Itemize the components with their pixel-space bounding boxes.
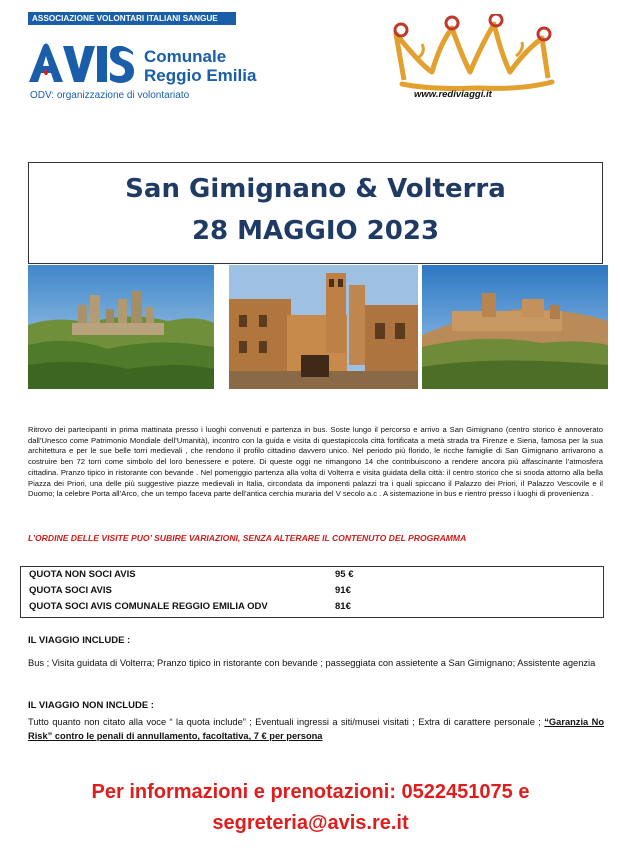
program-description: Ritrovo dei partecipanti in prima mattinata presso i luoghi convenuti e partenza in bus. Soste lungo il percorso e arrivo a San Gimignano (centro storico è annoverato dall’Unesco come Patrimonio Mondiale dell’Umanità), incontro con la guida e visita di questapiccola città fortificata a metà strada tra Firenze e Siena, famosa per la sua architettura e per le sue belle torri medievali , che rendono il profilo cittadino davvero unico. Nel periodo più florido, le ricche famiglie di San Gimignano arrivarono a costruire ben 72 torri come simbolo del loro benessere e potere. Di queste oggi ne rimangono 14 che contribuiscono a rendere ancora più affascinante l’atmosfera cittadina. Pranzo tipico in ristorante con bevande . Nel pomeriggio partenza alla volta di Volterra e visita guidata della città: il centro storico che si snoda attorno alla bella Piazza dei Priori, una delle più suggestive piazze medievali in Italia, circondata da imponenti palazzi tra i quali spiccano il Palazzo dei Priori, il Palazzo Vescovile e il Duomo; la celebre Porta all’Arco, che un tempo faceva parte dell’antica cerchia muraria del V secolo a.c . A sistemazione in bus e rientro presso i luoghi di provenienza . — [28, 425, 603, 499]
itinerary-warning: L’ORDINE DELLE VISITE PUO’ SUBIRE VARIAZIONI, SENZA ALTERARE IL CONTENUTO DEL PROGRAMMA — [28, 533, 467, 543]
price-value: 81€ — [335, 601, 351, 612]
comune-line-1: Comunale — [144, 47, 227, 66]
agency-url[interactable]: www.rediviaggi.it — [414, 89, 492, 100]
price-row — [29, 585, 589, 599]
contact-email[interactable]: segreteria@avis.re.it — [212, 812, 409, 834]
trip-date: 28 MAGGIO 2023 — [191, 216, 440, 246]
title-box — [28, 162, 603, 264]
avis-logo — [27, 42, 135, 84]
comune-line-2: Reggio Emilia — [144, 66, 257, 85]
piazza-duomo-photo — [229, 265, 418, 389]
excludes-text-plain: Tutto quanto non citato alla voce “ la quota include” ; Eventuali ingressi a siti/musei visitati ; Extra di carattere personale ; — [28, 717, 545, 727]
contact-info: Per informazioni e prenotazioni: 0522451075 e — [91, 781, 530, 803]
excludes-heading: IL VIAGGIO NON INCLUDE : — [28, 700, 154, 711]
price-row — [29, 601, 589, 615]
san-gimignano-towers-photo — [28, 265, 214, 389]
includes-text: Bus ; Visita guidata di Volterra; Pranzo tipico in ristorante con bevande ; passeggiata con assietente a San Gimignano; Assistente agenzia — [28, 658, 596, 668]
includes-heading: IL VIAGGIO INCLUDE : — [28, 635, 131, 646]
excludes-text — [28, 715, 604, 743]
crown-logo-icon — [392, 14, 562, 92]
price-value: 95 € — [335, 569, 354, 580]
price-label: QUOTA SOCI AVIS — [29, 585, 112, 596]
avis-comune-name — [144, 47, 256, 85]
price-row — [29, 569, 589, 583]
price-value: 91€ — [335, 585, 351, 596]
price-label: QUOTA SOCI AVIS COMUNALE REGGIO EMILIA ODV — [29, 601, 268, 612]
price-label: QUOTA NON SOCI AVIS — [29, 569, 136, 580]
price-table — [20, 566, 604, 618]
no-risk-guarantee: “Garanzia No Risk” contro le penali di annullamento, facoltativa, 7 € per persona — [28, 717, 604, 741]
volterra-hilltop-photo — [422, 265, 608, 389]
association-banner: ASSOCIAZIONE VOLONTARI ITALIANI SANGUE — [28, 12, 236, 25]
odv-subtitle: ODV: organizzazione di volontariato — [30, 90, 190, 101]
page-title: San Gimignano & Volterra — [125, 174, 506, 204]
